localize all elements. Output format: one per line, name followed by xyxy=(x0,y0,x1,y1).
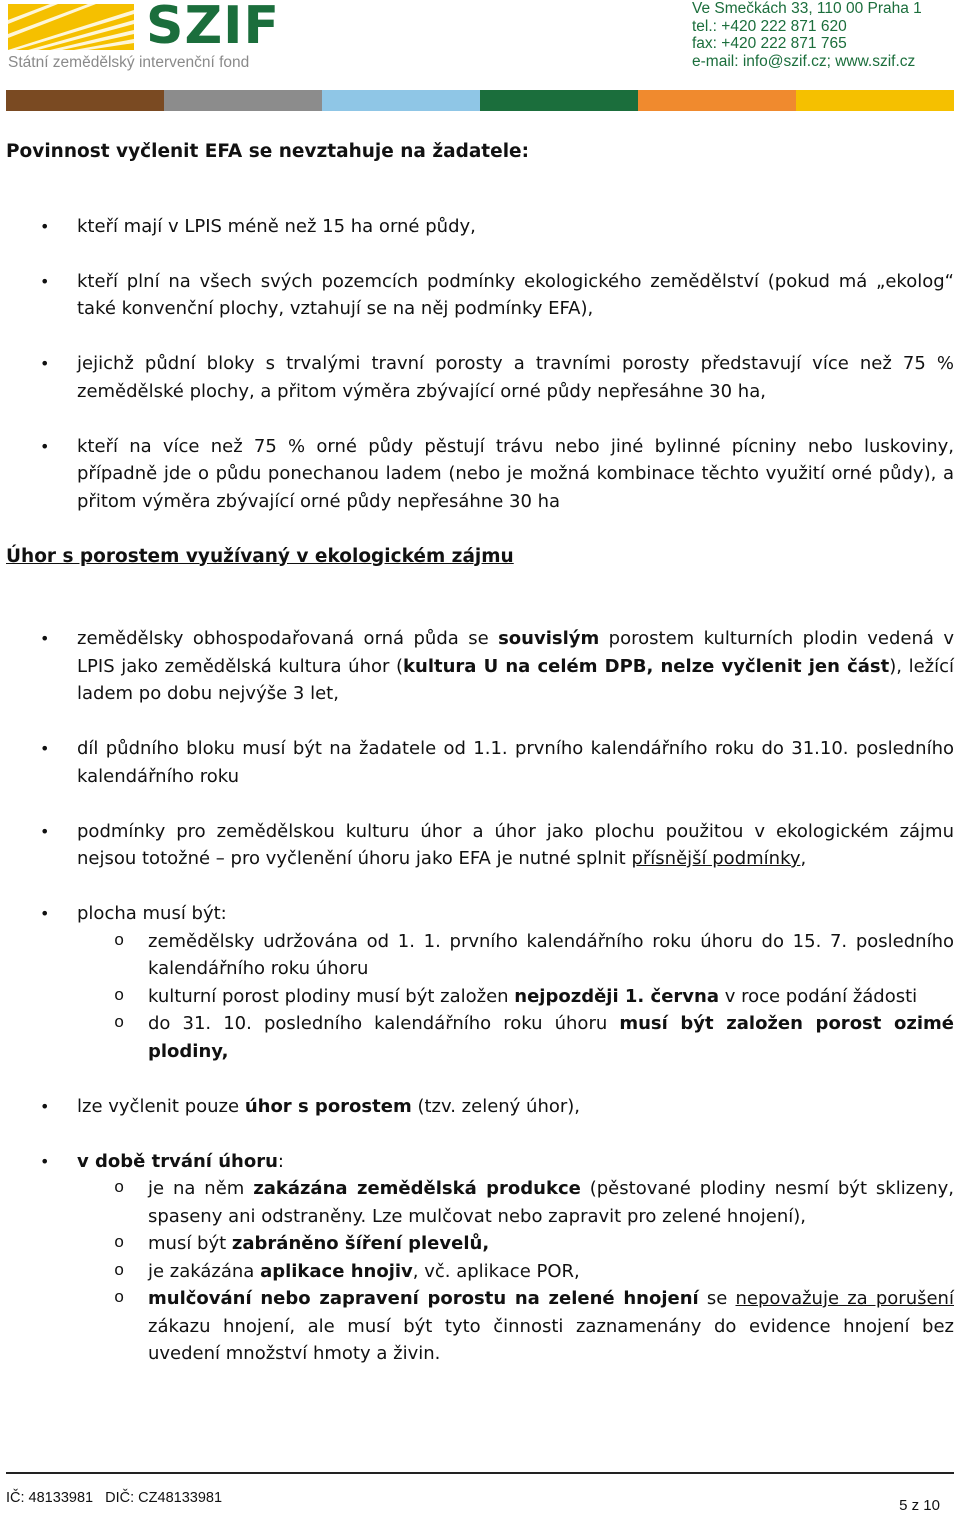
sub-list-item: o do 31. 10. posledního kalendářního roku úhoru musí být založen porost ozimé plodiny, xyxy=(6,1010,954,1065)
phone: tel.: +420 222 871 620 xyxy=(692,17,847,35)
section-heading: Povinnost vyčlenit EFA se nevztahuje na žadatele: xyxy=(6,141,529,162)
list-item: • zemědělsky obhospodařovaná orná půda se souvislým porostem kulturních plodin vedená v LPIS jako zemědělská kultura úhor (kultura U na celém DPB, nelze vyčlenit jen část), ležící ladem po dobu nejvýše 3 let, xyxy=(6,625,954,708)
address: Ve Smečkách 33, 110 00 Praha 1 xyxy=(692,0,922,17)
sub-list-item: o je na něm zakázána zemědělská produkce (pěstované plodiny nesmí být sklizeny, spaseny ani odstraněny. Lze mulčovat nebo zapravit pro zelené hnojení), xyxy=(6,1175,954,1230)
color-bar-segment xyxy=(480,90,638,111)
wheat-field-logo-icon xyxy=(8,4,134,50)
logo-subtitle: Státní zemědělský intervenční fond xyxy=(8,54,250,71)
list-item: • plocha musí být: xyxy=(6,900,954,928)
section-heading-underlined: Úhor s porostem využívaný v ekologickém zájmu xyxy=(6,545,514,567)
list-item: • v době trvání úhoru: xyxy=(6,1148,954,1176)
szif-logo xyxy=(6,0,281,72)
color-bar-segment xyxy=(164,90,322,111)
logo-wordmark: SZIF xyxy=(146,0,281,56)
sub-list xyxy=(6,928,954,1066)
sub-list-item: o je zakázána aplikace hnojiv, vč. aplikace POR, xyxy=(6,1258,954,1286)
color-bar-segment xyxy=(6,90,164,111)
footer-company-ids: IČ: 48133981 DIČ: CZ48133981 xyxy=(6,1490,223,1506)
email-web[interactable]: e-mail: info@szif.cz; www.szif.cz xyxy=(692,52,916,70)
list-item: • kteří plní na všech svých pozemcích podmínky ekologického zemědělství (pokud má „ekolog“ také konvenční plochy, vztahují se na něj podmínky EFA), xyxy=(6,268,954,323)
document-body xyxy=(6,138,954,1368)
page-number: 5 z 10 xyxy=(899,1497,940,1514)
sub-list-item: o zemědělsky udržována od 1. 1. prvního kalendářního roku úhoru do 15. 7. posledního kalendářního roku úhoru xyxy=(6,928,954,983)
list-item: • jejichž půdní bloky s trvalými travní porosty a travními porosty představují více než 75 % zemědělské plochy, a přitom výměra zbývající orné půdy nepřesáhne 30 ha, xyxy=(6,350,954,405)
header-color-bar xyxy=(6,90,954,111)
sub-list-item: o mulčování nebo zapravení porostu na zelené hnojení se nepovažuje za porušení zákazu hnojení, ale musí být tyto činnosti zaznamenány do evidence hnojení bez uvedení množství hmoty a živin. xyxy=(6,1285,954,1368)
color-bar-segment xyxy=(638,90,796,111)
color-bar-segment xyxy=(796,90,954,111)
list-item: • díl půdního bloku musí být na žadatele od 1.1. prvního kalendářního roku do 31.10. posledního kalendářního roku xyxy=(6,735,954,790)
fax: fax: +420 222 871 765 xyxy=(692,35,847,52)
sub-list-item: o kulturní porost plodiny musí být založen nejpozději 1. června v roce podání žádosti xyxy=(6,983,954,1011)
fallow-conditions-list xyxy=(6,625,954,1368)
sub-list xyxy=(6,1175,954,1368)
list-item: • kteří mají v LPIS méně než 15 ha orné půdy, xyxy=(6,213,954,241)
list-item: • podmínky pro zemědělskou kulturu úhor a úhor jako plochu použitou v ekologickém zájmu nejsou totožné – pro vyčlenění úhoru jako EFA je nutné splnit přísnější podmínky, xyxy=(6,818,954,873)
list-item: • lze vyčlenit pouze úhor s porostem (tzv. zelený úhor), xyxy=(6,1093,954,1121)
exemption-list xyxy=(6,213,954,516)
footer-divider xyxy=(6,1472,954,1474)
contact-block xyxy=(692,0,952,70)
color-bar-segment xyxy=(322,90,480,111)
sub-list-item: o musí být zabráněno šíření plevelů, xyxy=(6,1230,954,1258)
list-item: • kteří na více než 75 % orné půdy pěstují trávu nebo jiné bylinné pícniny nebo luskoviny, případně jde o půdu ponechanou ladem (nebo je možná kombinace těchto využití orné půdy), a přitom výměra zbývající orné půdy nepřesáhne 30 ha xyxy=(6,433,954,516)
